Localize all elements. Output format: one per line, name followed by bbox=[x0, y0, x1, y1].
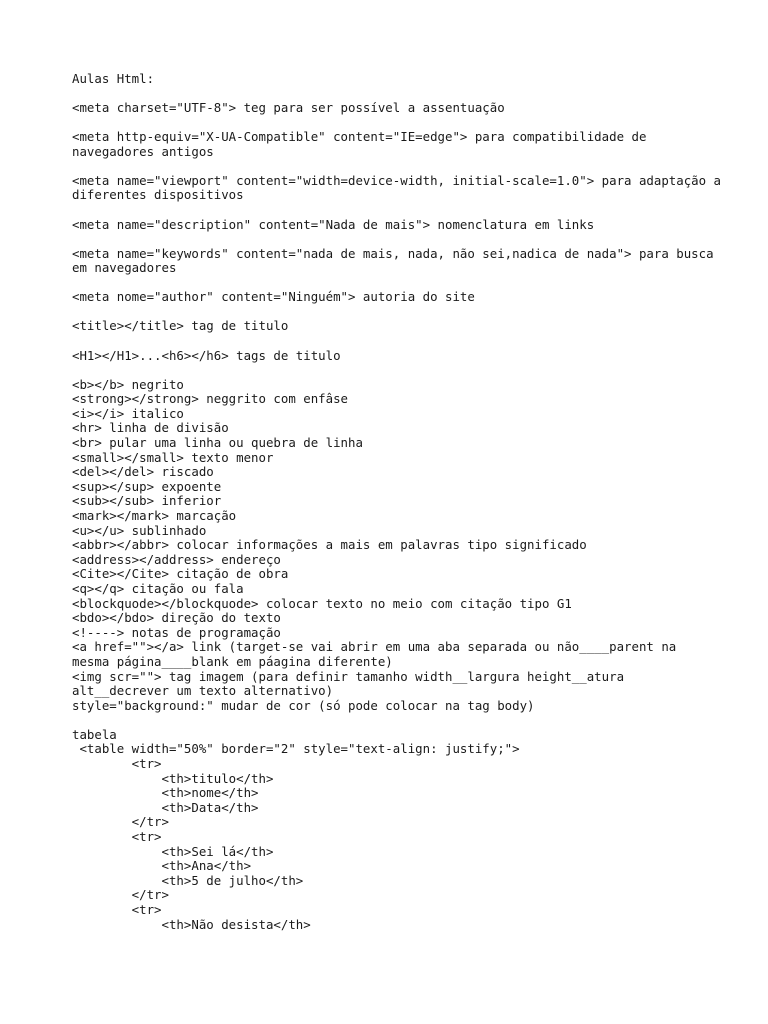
tag-list-line: <mark></mark> marcação bbox=[72, 507, 237, 523]
tag-list-line: <!----> notas de programação bbox=[72, 624, 281, 640]
code-line: <th>5 de julho</th> bbox=[72, 872, 304, 888]
paragraph-meta-author: <meta nome="author" content="Ninguém"> autoria do site bbox=[72, 289, 475, 305]
code-line: </tr> bbox=[72, 887, 169, 903]
code-line: <th>Sei lá</th> bbox=[72, 843, 274, 859]
code-line: <tr> bbox=[72, 755, 162, 771]
code-line: <th>nome</th> bbox=[72, 785, 259, 801]
tag-list-line: <i></i> italico bbox=[72, 405, 184, 421]
tag-list-line: <del></del> riscado bbox=[72, 464, 214, 480]
code-line: <table width="50%" border="2" style="text-align: justify;"> bbox=[72, 741, 520, 757]
code-line: <tr> bbox=[72, 828, 162, 844]
tag-list-line: alt__decrever um texto alternativo) bbox=[72, 683, 334, 699]
tag-list-line: <small></small> texto menor bbox=[72, 449, 274, 465]
tag-list-line: <strong></strong> neggrito com enfâse bbox=[72, 391, 349, 407]
tag-list bbox=[72, 378, 732, 714]
code-line: <th>Data</th> bbox=[72, 799, 259, 815]
tag-list-line: <blockquode></blockquode> colocar texto no meio com citação tipo G1 bbox=[72, 595, 572, 611]
paragraph-meta-keywords: <meta name="keywords" content="nada de mais, nada, não sei,nadica de nada"> para busca em navegadores bbox=[72, 245, 722, 276]
tag-list-line: <a href=""></a> link (target-se vai abrir em uma aba separada ou não____parent na bbox=[72, 639, 677, 655]
table-section bbox=[72, 728, 732, 932]
paragraph-meta-viewport: <meta name="viewport" content="width=device-width, initial-scale=1.0"> para adaptação a diferentes dispositivos bbox=[72, 172, 729, 203]
table-section-heading: tabela bbox=[72, 726, 117, 742]
paragraph-title-tag: <title></title> tag de titulo bbox=[72, 318, 289, 334]
tag-list-line: <address></address> endereço bbox=[72, 551, 281, 567]
document-title: Aulas Html: bbox=[72, 71, 155, 86]
code-line: <th>titulo</th> bbox=[72, 770, 274, 786]
tag-list-line: <abbr></abbr> colocar informações a mais em palavras tipo significado bbox=[72, 537, 587, 553]
tag-list-line: <br> pular uma linha ou quebra de linha bbox=[72, 435, 363, 450]
paragraph-heading-tags: <H1></H1>...<h6></h6> tags de titulo bbox=[72, 347, 341, 363]
tag-list-line: <u></u> sublinhado bbox=[72, 522, 207, 538]
code-line: </tr> bbox=[72, 814, 169, 830]
tag-list-line: <q></q> citação ou fala bbox=[72, 580, 244, 596]
tag-list-line: <sub></sub> inferior bbox=[72, 493, 222, 509]
code-line: <th>Ana</th> bbox=[72, 858, 252, 874]
tag-list-line: <sup></sup> expoente bbox=[72, 478, 222, 494]
paragraph-meta-charset: <meta charset="UTF-8"> teg para ser possível a assentuação bbox=[72, 100, 505, 116]
code-line: <tr> bbox=[72, 901, 162, 917]
document-page bbox=[72, 72, 732, 947]
tag-list-line: <Cite></Cite> citação de obra bbox=[72, 566, 289, 582]
tag-list-line: mesma página____blank em páagina diferente) bbox=[72, 653, 393, 669]
paragraph-meta-description: <meta name="description" content="Nada de mais"> nomenclatura em links bbox=[72, 216, 595, 232]
paragraph-meta-compat: <meta http-equiv="X-UA-Compatible" content="IE=edge"> para compatibilidade de navegadores antigos bbox=[72, 129, 654, 159]
code-line: <th>Não desista</th> bbox=[72, 916, 311, 932]
tag-list-line: style="background:" mudar de cor (só pode colocar na tag body) bbox=[72, 697, 535, 713]
tag-list-line: <b></b> negrito bbox=[72, 376, 184, 392]
tag-list-line: <bdo></bdo> direção do texto bbox=[72, 610, 281, 626]
tag-list-line: <img scr=""> tag imagem (para definir tamanho width__largura height__atura bbox=[72, 668, 625, 684]
tag-list-line: <hr> linha de divisão bbox=[72, 420, 229, 436]
